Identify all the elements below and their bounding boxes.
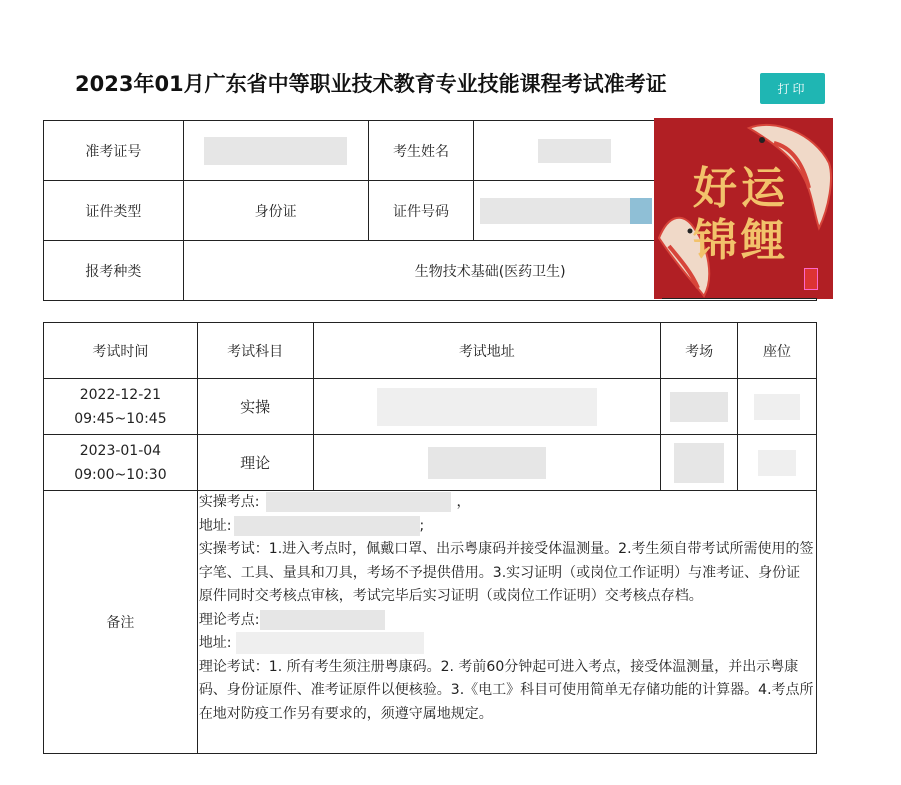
theory-rules: 理论考试：1. 所有考生须注册粤康码。2. 考前60分钟起可进入考点，接受体温测量，并出示粤康码、身份证原件、准考证原件以便核验。3.《电工》科目可使用简单无存储功能的计算器。4.考点所在地对防疫工作另有要求的，须遵守属地规定。 bbox=[198, 658, 814, 722]
print-button[interactable]: 打印 bbox=[760, 73, 825, 104]
exam-time: 2022-12-21 09:45~10:45 bbox=[44, 379, 198, 435]
name-label: 考生姓名 bbox=[368, 121, 474, 181]
table-row bbox=[44, 379, 817, 435]
exam-subject: 实操 bbox=[197, 379, 313, 435]
admission-no-value bbox=[183, 121, 368, 181]
lucky-koi-badge bbox=[654, 118, 833, 299]
exam-room bbox=[661, 379, 738, 435]
category-label: 报考种类 bbox=[44, 241, 184, 301]
header-time: 考试时间 bbox=[44, 323, 198, 379]
id-type-value: 身份证 bbox=[183, 181, 368, 241]
divider bbox=[662, 298, 817, 299]
exam-time: 2023-01-04 09:00~10:30 bbox=[44, 435, 198, 491]
category-value: 生物技术基础(医药卫生) bbox=[183, 241, 816, 301]
remarks-label: 备注 bbox=[44, 491, 198, 754]
practical-rules: 实操考试：1.进入考点时，佩戴口罩、出示粤康码并接受体温测量。2.考生须自带考试所需使用的签字笔、工具、量具和刀具，考场不予提供借用。3.实习证明（或岗位工作证明）与准考证、身份证原件同时交考核点审核，考试完毕后实习证明（或岗位工作证明）交考核点存档。 bbox=[198, 541, 814, 604]
exam-schedule-table bbox=[43, 322, 817, 754]
badge-text: 好运 锦鲤 bbox=[693, 163, 789, 266]
exam-seat bbox=[738, 379, 817, 435]
exam-address bbox=[313, 435, 661, 491]
exam-seat bbox=[738, 435, 817, 491]
header-seat: 座位 bbox=[738, 323, 817, 379]
exam-subject: 理论 bbox=[197, 435, 313, 491]
remarks-row bbox=[44, 491, 817, 754]
page-title: 2023年01月广东省中等职业技术教育专业技能课程考试准考证 bbox=[75, 72, 667, 96]
exam-address bbox=[313, 379, 661, 435]
header-room: 考场 bbox=[661, 323, 738, 379]
header-subject: 考试科目 bbox=[197, 323, 313, 379]
exam-room bbox=[661, 435, 738, 491]
id-number-label: 证件号码 bbox=[368, 181, 474, 241]
seal-stamp-icon bbox=[804, 268, 818, 290]
admission-no-label: 准考证号 bbox=[44, 121, 184, 181]
table-row bbox=[44, 435, 817, 491]
header-address: 考试地址 bbox=[313, 323, 661, 379]
remarks-content: 实操考点: ， 地址: ; 实操考试：1.进入考点时，佩戴口罩、出示粤康码并接受体温测量。2.考生须自带考试所需使用的签字笔、工具、量具和刀具，考场不予提供借用。3.实习证明（或岗位工作证明）与准考证、身份证原件同时交考核点审核，考试完毕后实习证明（或岗位工作证明）交考核点存档。 理论考点: 地址: 理论考试：1. 所有考生须注册粤康码。2. 考前60分钟起可进入考点，接受体温测量，并出示粤康码、身份证原件、准考证原件以便核验。3.《电工》科目可使用简单无存储功能的计算器。4.考点所在地对防疫工作另有要求的，须遵守属地规定。 bbox=[197, 491, 816, 754]
id-type-label: 证件类型 bbox=[44, 181, 184, 241]
